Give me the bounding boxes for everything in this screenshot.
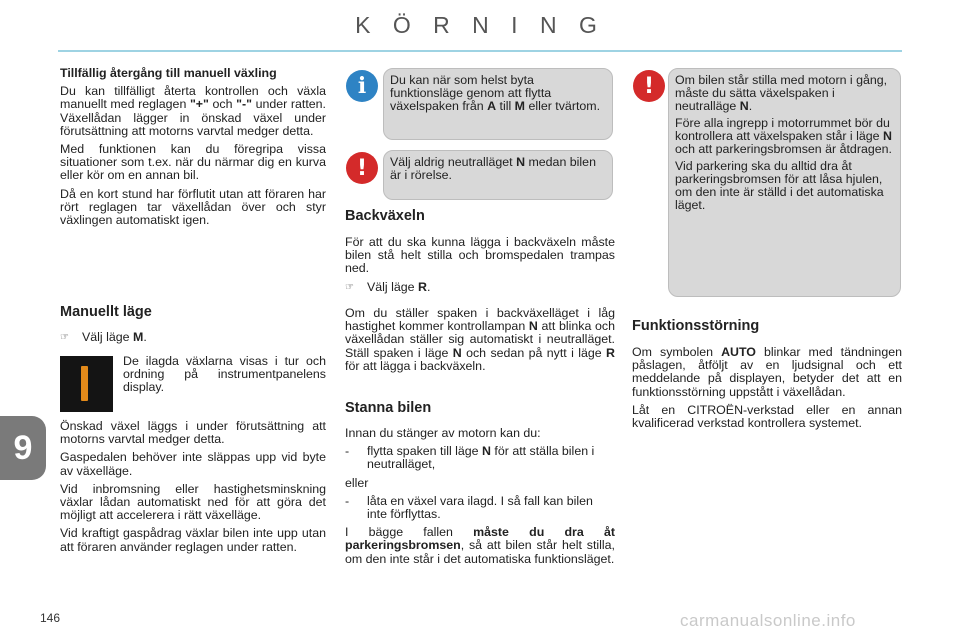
reverse-para: För att du ska kunna lägga i backväxeln måste bilen stå helt stilla och bromspedalen trampas ned.: [345, 235, 615, 276]
stop-dash-2: [345, 495, 615, 521]
dash-mark: -: [345, 444, 350, 459]
mode-n: N: [528, 319, 538, 334]
page-title: K Ö R N I N G: [355, 12, 605, 38]
temp-return-para-2: Med funktionen kan du föregripa vissa situationer som t.ex. när du närmar dig en kurva eller kör om en annan bil.: [60, 142, 326, 183]
text: Du kan när som helst byta funktionsläge genom att flytta växelspaken från: [390, 73, 552, 113]
fault-para-1: [632, 346, 902, 399]
manual-para-3: Vid inbromsning eller hastighetsminskning växlar lådan automatiskt ned för att göra det möjligt att accelerera i rätt växelläge.: [60, 481, 326, 523]
reverse-block-2: [345, 307, 615, 378]
display-text: De ilagda växlarna visas i tur och ordning på instrumentpanelens display.: [123, 354, 326, 395]
text: Välj läge: [82, 330, 133, 344]
arrow-bullet-icon: ☞: [345, 281, 354, 293]
text: I bägge fallen: [345, 525, 474, 540]
display-description: [123, 355, 326, 400]
mode-m: M: [132, 330, 144, 344]
temp-return-para-3: Då en kort stund har förflutit utan att föraren har rört reglagen tar växellådan över och styr växlingen automatiskt igen.: [60, 186, 326, 228]
text: och sedan på nytt i läge: [461, 345, 607, 360]
text: eller tvärtom.: [525, 99, 601, 113]
watermark: carmanualsonline.info: [680, 611, 856, 630]
manual-bullet: [60, 331, 326, 344]
text: medan bilen är i rörelse.: [390, 155, 596, 182]
mode-m: M: [514, 99, 525, 113]
mode-n: N: [739, 99, 749, 113]
text: , så att bilen står helt stilla, om den inte står i det automatiska funktionsläget.: [345, 538, 615, 566]
mode-n: N: [883, 129, 892, 143]
warning-note-text: [390, 156, 606, 182]
stop-heading: Stanna bilen: [345, 400, 432, 416]
text: Välj läge: [367, 279, 418, 294]
text: och: [208, 97, 237, 112]
warning-p1: [675, 74, 894, 113]
left-column: [60, 67, 326, 232]
text: .: [143, 330, 147, 344]
header-divider: [58, 50, 902, 52]
temp-return-para-1: [60, 85, 326, 138]
text: Du kan tillfälligt återta kontrollen och växla manuellt med reglagen: [60, 84, 326, 112]
plus-control: "+": [189, 97, 209, 112]
bold-text: måste du dra åt parkeringsbromsen: [345, 525, 615, 553]
dash-text: låta en växel vara ilagd. I så fall kan bilen inte förflyttas.: [367, 493, 593, 522]
reverse-heading: Backväxeln: [345, 208, 425, 224]
mode-r: R: [417, 279, 427, 294]
warning-p2: [675, 117, 894, 156]
text: Före alla ingrepp i motorrummet bör du kontrollera att växelspaken står i läge: [675, 116, 890, 143]
info-note: [383, 68, 613, 140]
warning-note-engine: [668, 68, 901, 297]
text: till: [496, 99, 515, 113]
temp-return-heading: Tillfällig återgång till manuell växling: [60, 66, 277, 80]
minus-control: "-": [236, 97, 252, 112]
mode-r: R: [606, 345, 615, 360]
fault-block: [632, 346, 902, 435]
text: att blinka och växellådan ställer sig automatiskt i neutralläget. Ställ spaken i läge: [345, 319, 615, 360]
text: för att lägga i backväxeln.: [345, 358, 486, 373]
bullet-text: [82, 331, 147, 344]
text: .: [748, 99, 753, 113]
stop-block: [345, 427, 615, 571]
manual-para-1: Önskad växel läggs i under förutsättning att motorns varvtal medger detta.: [60, 419, 326, 447]
stop-para: Innan du stänger av motorn kan du:: [345, 426, 541, 440]
fault-heading: Funktionsstörning: [632, 318, 760, 334]
manual-mode-block: [60, 331, 326, 349]
text: blinkar med tändningen påslagen, åtföljt av en ljudsignal och ett meddelande på displayen, betyder det att en funktionsstörning uppstått i växellådan.: [632, 345, 902, 399]
chapter-tab: 9: [0, 416, 46, 480]
manual-para-2: Gaspedalen behöver inte släppas upp vid byte av växelläge.: [60, 450, 326, 478]
info-icon: i: [346, 70, 378, 102]
mode-n: N: [516, 155, 526, 169]
text: för att ställa bilen i neutralläget,: [367, 444, 595, 472]
page-number: 146: [40, 611, 61, 625]
stop-para-2: [345, 526, 615, 566]
reverse-block: [345, 236, 615, 299]
mode-n: N: [482, 444, 491, 459]
reverse-bullet: [345, 281, 615, 294]
dash-mark: -: [345, 493, 350, 508]
arrow-bullet-icon: ☞: [60, 332, 69, 343]
warning-p3: Vid parkering ska du alltid dra åt parkeringsbromsen för att låsa hjulen, om den inte är ställd i det automatiska läget.: [675, 159, 884, 212]
text: Om symbolen: [632, 345, 722, 359]
text: under ratten. Växellådan lägger in önskad växel under förutsättning att motorns varvtal medger detta.: [60, 97, 326, 138]
text: och att parkeringsbromsen är åtdragen.: [675, 142, 892, 156]
manual-mode-paras: [60, 420, 326, 559]
text: .: [426, 279, 431, 294]
warning-icon: !: [633, 70, 665, 102]
mode-n: N: [452, 345, 462, 360]
warning-icon: !: [346, 152, 378, 184]
manual-para-4: Vid kraftigt gaspådrag växlar bilen inte upp utan att föraren använder reglagen under ratten.: [60, 526, 326, 554]
reverse-para-2: [345, 307, 615, 373]
manual-mode-heading: Manuellt läge: [60, 304, 152, 320]
text: Om du ställer spaken i backväxelläget i låg hastighet kommer kontrollampan: [345, 306, 615, 334]
text: Välj aldrig neutralläget: [390, 155, 517, 169]
gear-segment: [81, 366, 88, 401]
fault-para-2: Låt en CITROËN-verkstad eller en annan kvalificerad verkstad kontrollera systemet.: [632, 402, 902, 431]
text: Om bilen står stilla med motorn i gång, måste du sätta växelspaken i neutralläge: [675, 73, 888, 113]
auto-symbol: AUTO: [721, 345, 756, 359]
warning-note-neutral: [383, 150, 613, 200]
stop-dash-1: [345, 445, 615, 471]
info-note-text: [390, 74, 606, 113]
dash-text: [367, 445, 615, 471]
mode-a: A: [487, 99, 497, 113]
gear-display-image: [60, 356, 113, 412]
stop-or: eller: [345, 475, 369, 490]
text: flytta spaken till läge: [367, 444, 483, 459]
bullet-text: [367, 281, 430, 294]
